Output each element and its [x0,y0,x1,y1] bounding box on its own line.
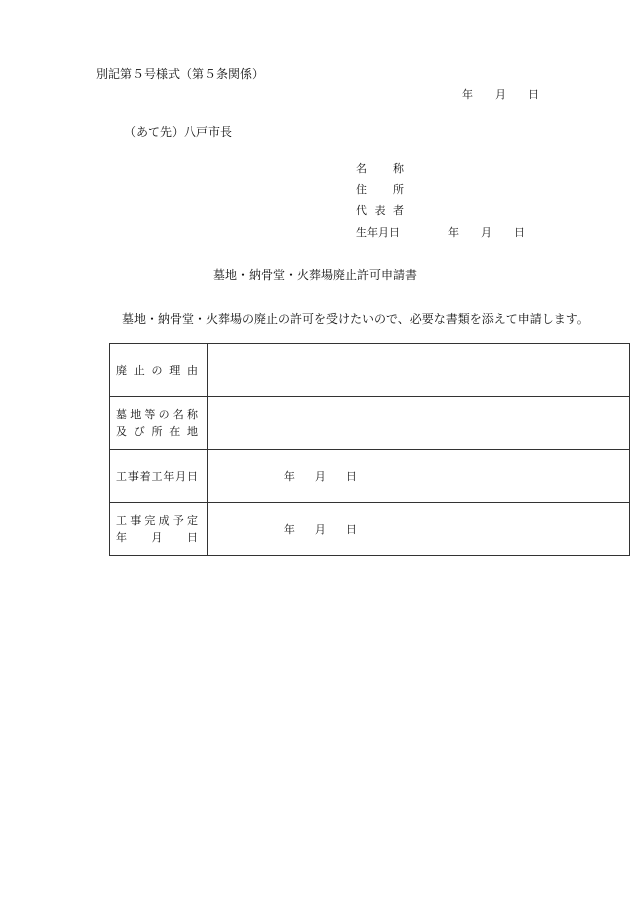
applicant-address-label: 住 所 [356,183,404,196]
birth-month-label: 月 [481,226,492,239]
completion-day-label: 日 [345,523,357,536]
table-row [110,503,630,556]
completion-month-label: 月 [314,523,326,536]
start-year-label: 年 [283,470,295,483]
start-month-label: 月 [314,470,326,483]
applicant-address-row [356,183,404,197]
birth-day-label: 日 [514,226,525,239]
construction-start-label: 工事着工年月日 [110,450,208,503]
cemetery-name-location-field[interactable] [207,397,629,450]
application-statement: 墓地・納骨堂・火葬場の廃止の許可を受けたいので、必要な書類を添えて申請します。 [122,312,589,326]
applicant-name-row [356,162,404,176]
applicant-birthdate-row [356,226,525,240]
reason-value-field[interactable] [207,344,629,397]
applicant-representative-row [356,204,404,218]
start-day-label: 日 [345,470,357,483]
table-row [110,397,630,450]
construction-completion-label: 工事完成予定 年 月 日 [110,503,208,556]
table-row [110,450,630,503]
date-year-label: 年 [462,88,473,101]
birth-year-label: 年 [448,226,459,239]
applicant-birthdate-label: 生年月日 [356,226,400,239]
completion-year-label: 年 [283,523,295,536]
applicant-name-label: 名 称 [356,162,404,175]
date-month-label: 月 [495,88,506,101]
applicant-representative-label: 代表者 [356,204,404,217]
submission-date [462,88,539,102]
reason-label: 廃止の理由 [110,344,208,397]
addressee: （あて先）八戸市長 [124,125,233,139]
document-title: 墓地・納骨堂・火葬場廃止許可申請書 [212,268,417,282]
cemetery-name-location-label: 墓地等の名称 及び所在地 [110,397,208,450]
table-row [110,344,630,397]
construction-completion-date-field[interactable] [207,503,629,556]
date-day-label: 日 [528,88,539,101]
application-form-table [109,343,630,556]
construction-start-date-field[interactable] [207,450,629,503]
form-number-label: 別記第５号様式（第５条関係） [96,67,265,81]
